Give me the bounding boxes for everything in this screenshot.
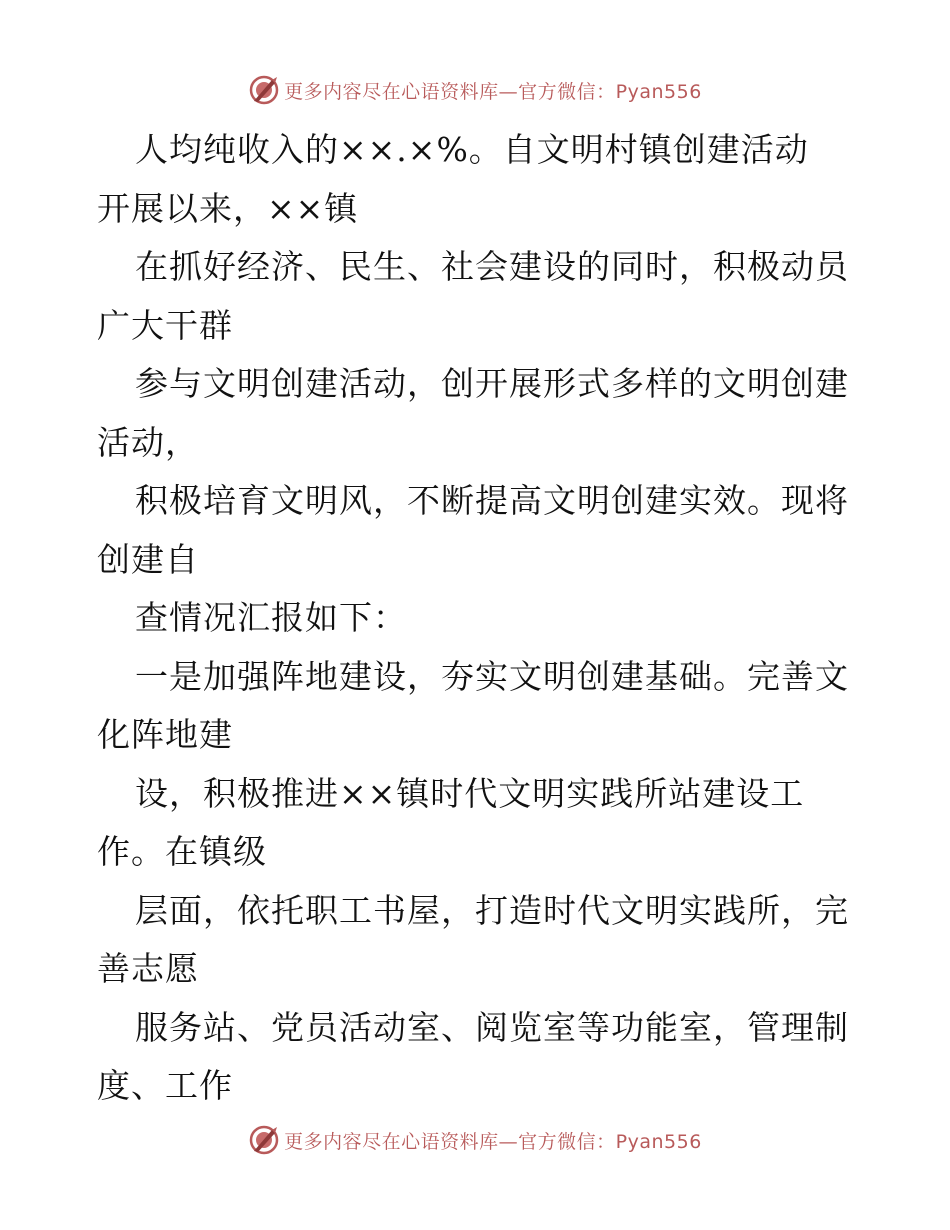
text-line: 开展以来，××镇 <box>97 188 359 228</box>
text-line: 作。在镇级 <box>97 832 267 871</box>
text-line: 人均纯收入的××.×%。自文明村镇创建活动 <box>135 130 809 169</box>
text-line: 化阵地建 <box>97 715 233 754</box>
text-line: 善志愿 <box>97 949 199 988</box>
text-line: 一是加强阵地建设，夯实文明创建基础。完善文 <box>135 656 849 696</box>
text-line: 参与文明创建活动，创开展形式多样的文明创建 <box>135 364 849 403</box>
text-line: 服务站、党员活动室、阅览室等功能室，管理制 <box>135 1007 849 1047</box>
text-line: 度、工作 <box>97 1066 233 1105</box>
text-line: 查情况汇报如下： <box>135 598 407 637</box>
watermark-text: 更多内容尽在心语资料库—官方微信：Pyan556 <box>284 1130 702 1153</box>
document-body <box>97 121 857 1116</box>
quill-seal-icon <box>248 1124 280 1156</box>
text-line: 层面，依托职工书屋，打造时代文明实践所，完 <box>135 890 849 930</box>
text-line: 在抓好经济、民生、社会建设的同时，积极动员 <box>135 247 849 286</box>
text-line: 积极培育文明风，不断提高文明创建实效。现将 <box>135 481 849 520</box>
text-line: 创建自 <box>97 539 199 579</box>
text-line: 活动， <box>97 422 199 462</box>
quill-seal-icon <box>248 74 280 106</box>
watermark-text: 更多内容尽在心语资料库—官方微信：Pyan556 <box>284 80 702 103</box>
text-line: 广大干群 <box>97 305 233 345</box>
text-line: 设，积极推进××镇时代文明实践所站建设工 <box>135 773 805 813</box>
footer-watermark <box>0 1122 950 1158</box>
header-watermark <box>0 72 950 108</box>
